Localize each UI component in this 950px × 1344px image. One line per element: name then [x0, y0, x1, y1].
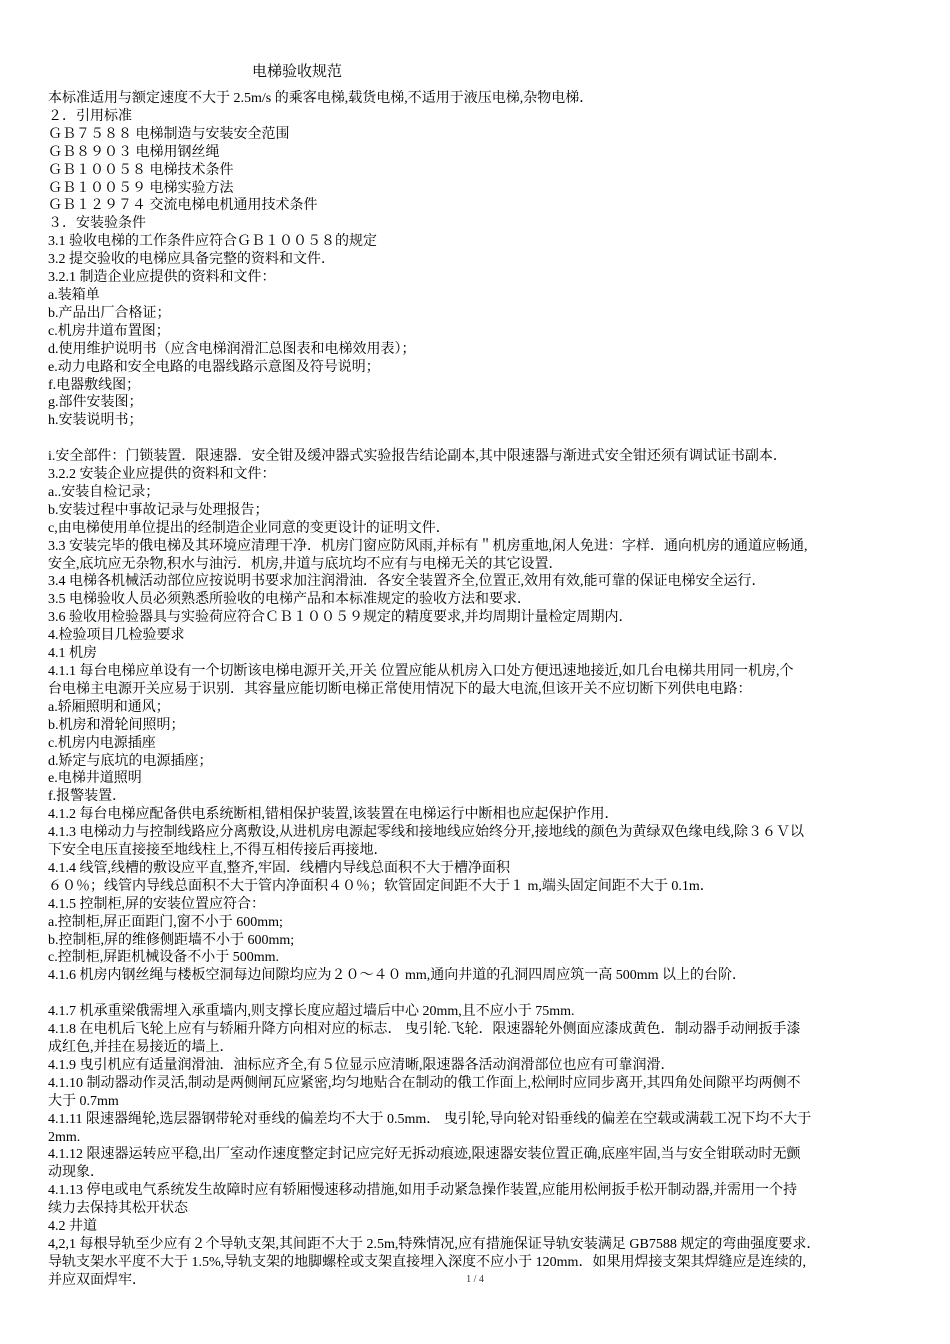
blank-line	[48, 430, 910, 448]
text-line: 2mm.	[48, 1129, 81, 1145]
text-line: 大于 0.7mm	[48, 1093, 119, 1109]
text-line: 4.1.8 在电机后飞轮上应有与轿厢升降方向相对应的标志． 曳引轮.飞轮．限速器轮外侧面应漆成黄色．制动器手动闸扳手漆	[48, 1022, 801, 1038]
text-line: d.使用维护说明书（应含电梯润滑汇总图表和电梯效用表）；	[48, 341, 416, 357]
text-line: 4.1.3 电梯动力与控制线路应分离敷设,从进机房电源起零线和接地线应始终分开,接地线的颜色为黄绿双色缘电线,除３６Ｖ以	[48, 825, 804, 841]
text-line: ＧＢ１００５８ 电梯技术条件	[48, 162, 234, 178]
text-line: e.动力电路和安全电路的电器线路示意图及符号说明；	[48, 359, 380, 375]
text-line: ＧＢ１００５９ 电梯实验方法	[48, 180, 234, 196]
text-line: 4.1.7 机承重梁俄需埋入承重墙内,则支撑长度应超过墙后中心 20mm,且不应小于 75mm.	[48, 1004, 575, 1020]
text-line: 4.1.5 控制柜,屏的安装位置应符合：	[48, 896, 265, 912]
text-line: f.电器敷线图；	[48, 377, 141, 393]
text-line: c.机房内电源插座	[48, 735, 156, 751]
text-line: b.产品出厂合格证；	[48, 305, 171, 321]
text-line: 并应双面焊牢．	[48, 1272, 146, 1288]
document-title: 电梯验收规范	[252, 64, 343, 80]
text-line: 3.2.1 制造企业应提供的资料和文件：	[48, 270, 276, 286]
text-line: 4.1.9 曳引机应有适量润滑油．油标应齐全,有５位显示应清晰,限速器各活动润滑部位也应有可靠润滑．	[48, 1057, 675, 1073]
text-line: c.控制柜,屏距机械设备不小于 500mm.	[48, 950, 279, 966]
blank-line	[48, 985, 910, 1003]
text-line: 导轨支架水平度不大于 1.5%,导轨支架的地脚螺栓或支架直接埋入深度不应小于 120mm．如果用焊接支架其焊缝应是连续的,	[48, 1254, 806, 1270]
text-line: e.电梯井道照明	[48, 771, 142, 787]
text-line: c,由电梯使用单位提出的经制造企业同意的变更设计的证明文件．	[48, 520, 450, 536]
text-line: 3.2.2 安装企业应提供的资料和文件：	[48, 467, 276, 483]
document-body	[48, 90, 910, 1290]
text-line: b.机房和滑轮间照明；	[48, 717, 185, 733]
text-line: 4.1.4 线管,线槽的敷设应平直,整齐,牢固．线槽内导线总面积不大于槽净面积	[48, 860, 510, 876]
text-line: 4.1.10 制动器动作灵活,制动是两侧闸瓦应紧密,均匀地贴合在制动的俄工作面上,松闸时应同步离开,其四角处间隙平均两侧不	[48, 1075, 801, 1091]
text-line: 3.2 提交验收的电梯应具备完整的资料和文件．	[48, 252, 335, 268]
text-line: 动现象．	[48, 1165, 104, 1181]
page-number: 1 / 4	[466, 1274, 484, 1285]
text-line: c.机房井道布置图；	[48, 323, 170, 339]
text-line: ＧＢ７５８８ 电梯制造与安装安全范围	[48, 126, 290, 142]
text-line: a.轿厢照明和通风；	[48, 699, 170, 715]
text-line: d.矫定与底坑的电源插座；	[48, 753, 213, 769]
text-line: ２．引用标准	[48, 108, 132, 124]
text-line: 成红色,并挂在易接近的墙上．	[48, 1040, 234, 1055]
text-line: ６０％；线管内导线总面积不大于管内净面积４０％；软管固定间距不大于１ m,端头固定间距不大于 0.1m．	[48, 878, 714, 894]
text-line: 3.4 电梯各机械活动部位应按说明书要求加注润滑油．各安全装置齐全,位置正,效用有效,能可靠的保证电梯安全运行．	[48, 574, 766, 590]
text-line: ３．安装验条件	[48, 216, 146, 232]
text-line: a.装箱单	[48, 287, 100, 303]
text-line: 4.1.12 限速器运转应平稳,出厂室动作速度整定封记应完好无拆动痕迹,限速器安装位置正确,底座牢固,当与安全钳联动时无颤	[48, 1147, 801, 1163]
text-line: 4,2,1 每根导轨至少应有２个导轨支架,其间距不大于 2.5m,特殊情况,应有措施保证导轨安装满足 GB7588 规定的弯曲强度要求．	[48, 1236, 821, 1252]
text-line: 台电梯主电源开关应易于识别．其容量应能切断电梯正常使用情况下的最大电流,但该开关不应切断下列供电电路：	[48, 681, 752, 697]
text-line: 4.2 井道	[48, 1219, 97, 1235]
text-line: ＧＢ８９０３ 电梯用钢丝绳	[48, 144, 220, 160]
text-line: 本标准适用与额定速度不大于 2.5m/s 的乘客电梯,载货电梯,不适用于液压电梯,杂物电梯．	[48, 91, 594, 106]
text-line: 3.6 验收用检验器具与实验荷应符合ＣＢ１００５９规定的精度要求,并均周期计量检定周期内．	[48, 610, 633, 626]
text-line: a..安装自检记录；	[48, 484, 160, 500]
text-line: 3.1 验收电梯的工作条件应符合ＧＢ１００５８的规定	[48, 234, 377, 250]
text-line: 安全,底坑应无杂物,积水与油污．机房,井道与底坑均不应有与电梯无关的其它设置．	[48, 556, 563, 572]
text-line: ＧＢ１２９７４ 交流电梯电机通用技术条件	[48, 198, 318, 214]
text-line: 3.3 安装完毕的俄电梯及其环境应清理干净．机房门窗应防风雨,并标有＂机房重地,闲人免进：字样．通向机房的通道应畅通,	[48, 538, 808, 554]
text-line: 4.检验项目几检验要求	[48, 628, 185, 644]
text-line: f.报警装置．	[48, 789, 127, 805]
text-line: b.安装过程中事故记录与处理报告；	[48, 502, 269, 518]
text-line: 4.1 机房	[48, 646, 97, 662]
text-line: a.控制柜,屏正面距门,窗不小于 600mm;	[48, 914, 283, 930]
text-line: g.部件安装图；	[48, 395, 143, 411]
text-line: 下安全电压直接接至地线柱上,不得互相传接后再接地．	[48, 843, 388, 859]
text-line: 4.1.6 机房内钢丝绳与楼板空洞每边间隙均应为２０～４０ mm,通向井道的孔洞四周应筑一高 500mm 以上的台阶．	[48, 968, 747, 984]
text-line: 4.1.13 停电或电气系统发生故障时应有轿厢慢速移动措施,如用手动紧急操作装置,应能用松闸扳手松开制动器,并需用一个持	[48, 1183, 797, 1199]
text-line: 4.1.1 每台电梯应单设有一个切断该电梯电源开关,开关 位置应能从机房入口处方便迅速地接近,如几台电梯共用同一机房,个	[48, 663, 794, 679]
text-line: 续力去保持其松开状态	[48, 1201, 188, 1217]
text-line: h.安装说明书；	[48, 413, 143, 429]
text-line: 4.1.2 每台电梯应配备供电系统断相,错相保护装置,该装置在电梯运行中断相也应起保护作用．	[48, 807, 619, 823]
text-line: i.安全部件：门锁装置．限速器．安全钳及缓冲器式实验报告结论副本,其中限速器与渐进式安全钳还须有调试证书副本．	[48, 449, 787, 465]
text-line: 3.5 电梯验收人员必须熟悉所验收的电梯产品和本标准规定的验收方法和要求．	[48, 592, 531, 608]
text-line: 4.1.11 限速器绳轮,选层器钢带轮对垂线的偏差均不大于 0.5mm． 曳引轮,导向轮对铅垂线的偏差在空载或满载工况下均不大于	[48, 1111, 812, 1127]
text-line: b.控制柜,屏的维修侧距墙不小于 600mm;	[48, 932, 295, 948]
